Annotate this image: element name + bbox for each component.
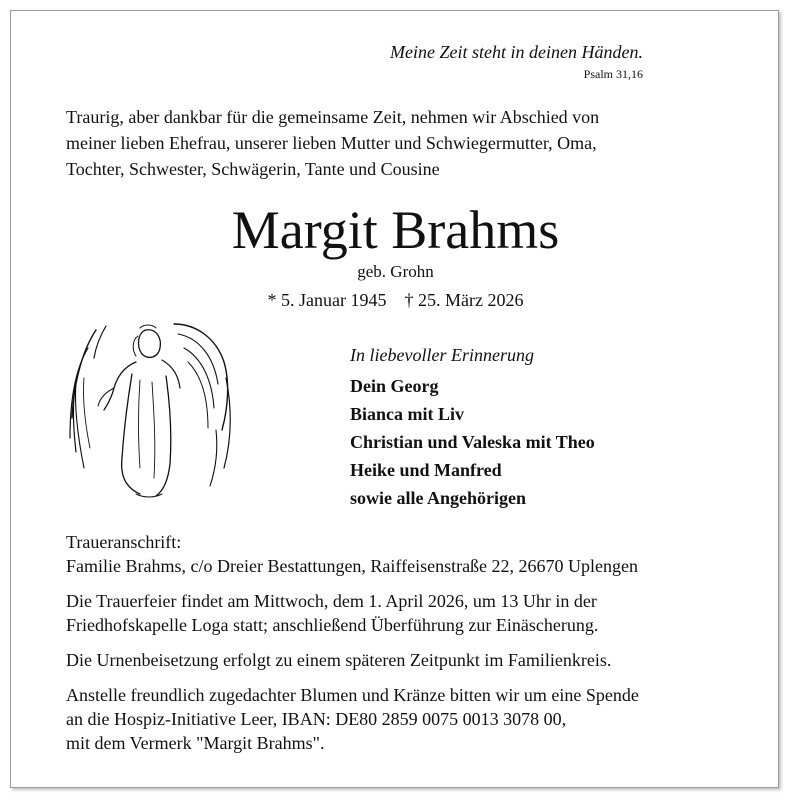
address-label: Traueranschrift: bbox=[66, 532, 182, 552]
donation-line: an die Hospiz-Initiative Leer, IBAN: DE80 2859 0075 0013 3078 00, bbox=[66, 709, 567, 729]
notice-details bbox=[66, 530, 756, 755]
birth-date: * 5. Januar 1945 bbox=[267, 290, 387, 310]
donation-line: Anstelle freundlich zugedachter Blumen und Kränze bitten wir um eine Spende bbox=[66, 685, 639, 705]
family-member: Christian und Valeska mit Theo bbox=[350, 432, 595, 452]
deceased-name: Margit Brahms bbox=[231, 200, 560, 260]
death-date: † 25. März 2026 bbox=[404, 290, 524, 310]
donation-block bbox=[66, 683, 756, 755]
family-member: sowie alle Angehörigen bbox=[350, 488, 526, 508]
memory-line: In liebevoller Erinnerung bbox=[350, 345, 534, 365]
address-line: Familie Brahms, c/o Dreier Bestattungen, Raiffeisenstraße 22, 26670 Uplengen bbox=[66, 556, 639, 576]
psalm-reference: Psalm 31,16 bbox=[583, 67, 643, 81]
life-dates bbox=[0, 290, 791, 311]
donation-line: mit dem Vermerk "Margit Brahms". bbox=[66, 733, 325, 753]
urn-line: Die Urnenbeisetzung erfolgt zu einem späteren Zeitpunkt im Familienkreis. bbox=[66, 650, 612, 670]
maiden-name: geb. Grohn bbox=[357, 262, 434, 281]
ceremony-line: Friedhofskapelle Loga statt; anschließend Überführung zur Einäscherung. bbox=[66, 615, 599, 635]
ceremony-block bbox=[66, 589, 756, 637]
urn-block bbox=[66, 648, 756, 672]
family-list bbox=[350, 344, 750, 512]
address-block bbox=[66, 530, 756, 578]
family-member: Heike und Manfred bbox=[350, 460, 502, 480]
intro-text bbox=[66, 104, 746, 182]
psalm-quote: Meine Zeit steht in deinen Händen. bbox=[390, 42, 643, 62]
intro-line: Traurig, aber dankbar für die gemeinsame Zeit, nehmen wir Abschied von bbox=[66, 107, 600, 127]
intro-line: meiner lieben Ehefrau, unserer lieben Mutter und Schwiegermutter, Oma, bbox=[66, 133, 597, 153]
family-member: Bianca mit Liv bbox=[350, 404, 465, 424]
angel-line-drawing-icon bbox=[66, 318, 238, 502]
family-member: Dein Georg bbox=[350, 376, 439, 396]
intro-line: Tochter, Schwester, Schwägerin, Tante und Cousine bbox=[66, 159, 440, 179]
ceremony-line: Die Trauerfeier findet am Mittwoch, dem 1. April 2026, um 13 Uhr in der bbox=[66, 591, 597, 611]
